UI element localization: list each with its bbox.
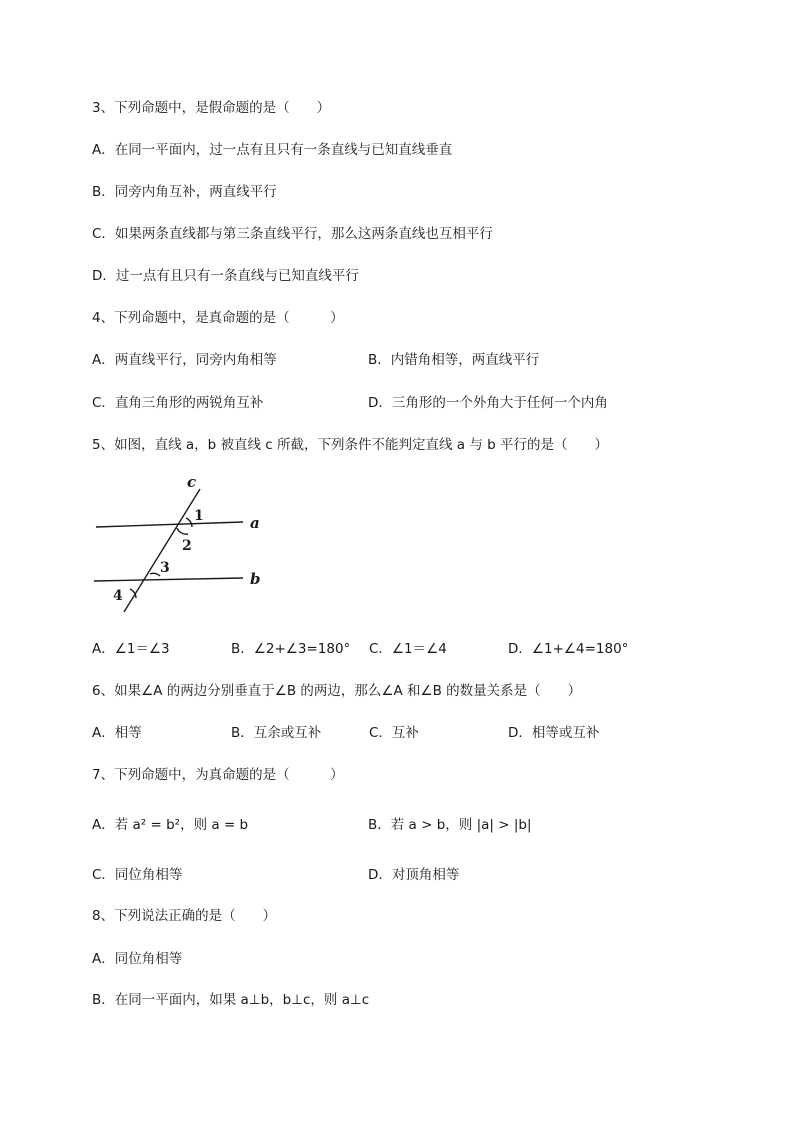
q4-option-c: C．直角三角形的两锐角互补 [92,395,264,411]
q5-stem: 5、如图，直线 a，b 被直线 c 所截，下列条件不能判定直线 a 与 b 平行的是（ ） [92,437,609,453]
q3-option-c: C．如果两条直线都与第三条直线平行，那么这两条直线也互相平行 [92,226,493,242]
figure-svg [88,472,274,612]
q8-stem: 8、下列说法正确的是（ ） [92,908,277,924]
q7-option-d: D．对顶角相等 [368,867,460,883]
angle-label-4: 4 [113,588,123,604]
q5-option-a: A．∠1＝∠3 [92,641,170,657]
q3-stem: 3、下列命题中，是假命题的是（ ） [92,100,331,116]
q6-stem: 6、如果∠A 的两边分别垂直于∠B 的两边，那么∠A 和∠B 的数量关系是（ ） [92,683,582,699]
q4-option-b: B．内错角相等，两直线平行 [368,352,540,368]
q6-option-d: D．相等或互补 [508,725,600,741]
q6-option-b: B．互余或互补 [231,725,322,741]
angle-label-2: 2 [182,538,192,554]
q6-option-c: C．互补 [369,725,419,741]
angle-label-1: 1 [194,508,204,524]
label-c: c [187,473,197,491]
q7-option-a: A．若 a² = b²，则 a = b [92,817,249,833]
q3-option-b: B．同旁内角互补，两直线平行 [92,184,277,200]
angle-2-arc [177,528,188,534]
angle-label-3: 3 [160,560,170,576]
q7-option-c: C．同位角相等 [92,867,183,883]
q7-stem: 7、下列命题中，为真命题的是（ ） [92,767,344,783]
q3-option-d: D．过一点有且只有一条直线与已知直线平行 [92,268,359,284]
q8-option-a: A．同位角相等 [92,951,183,967]
q4-stem: 4、下列命题中，是真命题的是（ ） [92,310,344,326]
q4-option-a: A．两直线平行，同旁内角相等 [92,352,277,368]
q8-option-b: B．在同一平面内，如果 a⊥b，b⊥c，则 a⊥c [92,992,370,1008]
q4-option-d: D．三角形的一个外角大于任何一个内角 [368,395,608,411]
q6-option-a: A．相等 [92,725,142,741]
angle-1-arc [186,518,192,527]
line-b [94,578,243,581]
label-a: a [250,514,260,532]
angle-3-arc [150,573,160,576]
q5-option-d: D．∠1+∠4=180° [508,641,629,657]
q7-option-b: B．若 a > b，则 |a| > |b| [368,817,532,833]
q5-option-b: B．∠2+∠3=180° [231,641,351,657]
label-b: b [250,570,261,588]
q5-option-c: C．∠1＝∠4 [369,641,447,657]
parallel-lines-figure [88,472,274,612]
q3-option-a: A．在同一平面内，过一点有且只有一条直线与已知直线垂直 [92,142,453,158]
line-a [96,522,243,527]
